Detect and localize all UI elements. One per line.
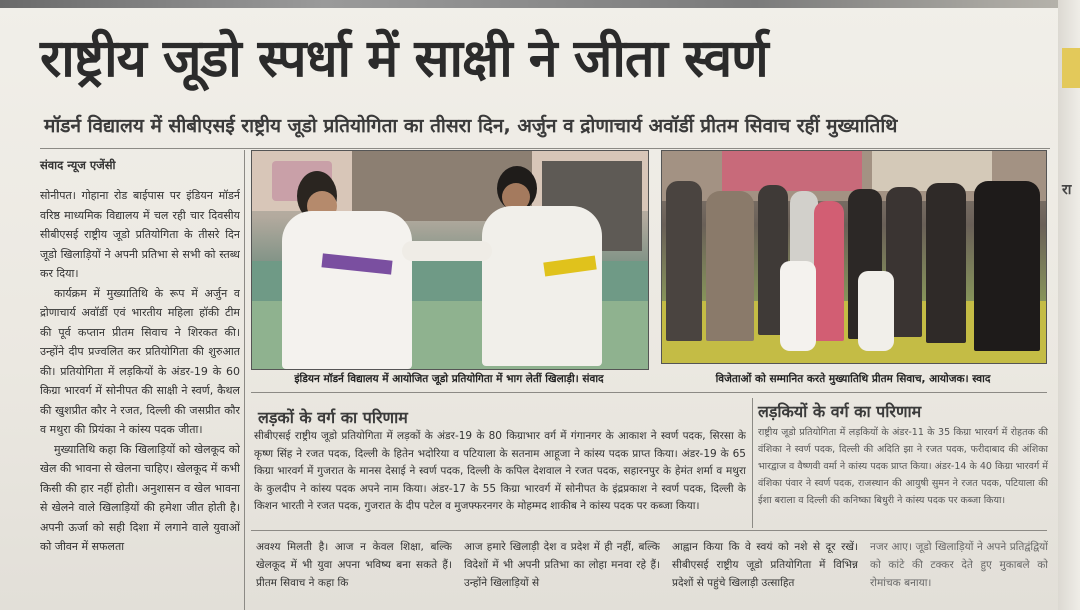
bottom-column: आज हमारे खिलाड़ी देश व प्रदेश में ही नहीं, बल्कि विदेशों में भी अपनी प्रतिभा का लोहा मनवा रहे हैं। उन्होंने खिलाड़ियों से: [464, 541, 660, 589]
girls-results-text: राष्ट्रीय जूडो प्रतियोगिता में लड़कियों के अंडर-11 के 35 किग्रा भारवर्ग में रोहतक की वंशिका ने स्वर्ण पदक, दिल्ली की अदिति झा ने रजत पदक, फरीदाबाद की अंशिका भारद्वाज व वैष्णवी वर्मा ने कांस्य पदक प्राप्त किया। अंडर-14 के 40 किग्रा भारवर्ग में वंशिका पंवार ने स्वर्ण पदक, राजस्थान की आयुषी सुमन ने रजत पदक, पटियाला की ईशा बराला व दिल्ली की कनिष्का बिधुरी ने कांस्य पदक पर कब्जा किया।: [758, 427, 1048, 506]
column-rule: [752, 398, 753, 528]
award-ceremony-photo: [661, 150, 1047, 364]
paragraph: सोनीपत। गोहाना रोड बाईपास पर इंडियन मॉडर्न वरिष्ठ माध्यमिक विद्यालय में चल रही चार दिवसीय सीबीएसई राष्ट्रीय जूडो प्रतियोगिता के तीसरे दिन जूडो खिलाड़ियों ने अपनी प्रतिभा से सभी को स्तब्ध कर दिया।: [40, 189, 240, 280]
left-column: [40, 186, 240, 606]
top-strip: [0, 0, 1080, 8]
bottom-column: नजर आए। जूडो खिलाड़ियों ने अपने प्रतिद्वंद्वियों को कांटे की टक्कर देते हुए मुकाबले को रोमांचक बनाया।: [870, 541, 1048, 589]
photo-caption: इंडियन मॉडर्न विद्यालय में आयोजित जूडो प्रतियोगिता में भाग लेतीं खिलाड़ी। संवाद: [294, 373, 604, 385]
byline: संवाद न्यूज एजेंसी: [40, 158, 116, 172]
section-rule: [251, 530, 1047, 531]
photo-caption: विजेताओं को सम्मानित करते मुख्यातिथि प्रीतम सिवाच, आयोजक। स्वाद: [715, 373, 991, 385]
headline: राष्ट्रीय जूडो स्पर्धा में साक्षी ने जीता स्वर्ण: [40, 29, 768, 89]
girls-results-heading: लड़कियों के वर्ग का परिणाम: [758, 402, 922, 421]
adjacent-page-edge: [1058, 0, 1080, 610]
judo-match-photo: [251, 150, 649, 370]
edge-fragment: रा: [1062, 182, 1072, 198]
boys-results-heading: लड़कों के वर्ग का परिणाम: [258, 408, 408, 427]
paragraph: कार्यक्रम में मुख्यातिथि के रूप में अर्जुन व द्रोणाचार्य अवॉर्डी एवं भारतीय महिला हॉकी टीम की पूर्व कप्तान प्रीतम सिवाच ने शिरकत की। उन्होंने दीप प्रज्वलित कर प्रतियोगिता की शुरुआत की। प्रतियोगिता में लड़कियों के अंडर-19 के 60 किग्रा भारवर्ग में सोनीपत की साक्षी ने स्वर्ण, कैथल की खुशप्रीत कौर ने रजत, दिल्ली की जसप्रीत कौर व मथुरा की प्रियंका ने कांस्य पदक जीता।: [40, 286, 240, 436]
section-rule: [251, 392, 1047, 393]
bottom-column: आह्वान किया कि वे स्वयं को नशे से दूर रखें। सीबीएसई राष्ट्रीय जूडो प्रतियोगिता में विभिन्न प्रदेशों से पहुंचे खिलाड़ी उत्साहित: [672, 541, 858, 589]
header-rule: [40, 148, 1050, 149]
bottom-column: अवश्य मिलती है। आज न केवल शिक्षा, बल्कि खेलकूद में भी युवा अपना भविष्य बना सकते हैं। प्रीतम सिवाच ने कहा कि: [256, 541, 452, 589]
paragraph: मुख्यातिथि कहा कि खिलाड़ियों को खेलकूद को खेल की भावना से खेलना चाहिए। खेलकूद में कभी किसी की हार नहीं होती। अनुशासन व खेल भावना से खेलने वाले खिलाड़ियों की हमेशा जीत होती है। अपनी ऊर्जा को सही दिशा में लगाने वाले युवाओं को जीवन में सफलता: [40, 442, 240, 553]
yellow-tab: [1062, 48, 1080, 88]
subheadline: मॉडर्न विद्यालय में सीबीएसई राष्ट्रीय जूडो प्रतियोगिता का तीसरा दिन, अर्जुन व द्रोणाचार्य अवॉर्डी प्रीतम सिवाच रहीं मुख्यातिथि: [44, 115, 898, 137]
boys-results-text: सीबीएसई राष्ट्रीय जूडो प्रतियोगिता में लड़कों के अंडर-19 के 80 किग्राभार वर्ग में गंगानगर के आकाश ने स्वर्ण पदक, सिरसा के कृष्ण सिंह ने रजत पदक, दिल्ली के हितेन भदोरिया व पटियाला के सतनाम आहूजा ने कांस्य पदक प्राप्त किया। अंडर-19 के 65 किग्रा भारवर्ग में गुजरात के मानस देसाई ने स्वर्ण पदक, दिल्ली के कपिल देशवाल ने रजत पदक, सहारनपुर के हेमंत शर्मा व मथुरा के कुलदीप ने कांस्य पदक अपने नाम किया। अंडर-17 के 55 किग्रा भारवर्ग में सोनीपत के इंद्रप्रकाश ने स्वर्ण पदक, दिल्ली के किशन भारती ने रजत पदक, गुजरात के दीप पटेल व मुजफ्फरनगर के मोहम्मद शाकीब ने कांस्य पदक पर कब्जा किया।: [254, 430, 746, 512]
column-rule: [244, 150, 245, 610]
